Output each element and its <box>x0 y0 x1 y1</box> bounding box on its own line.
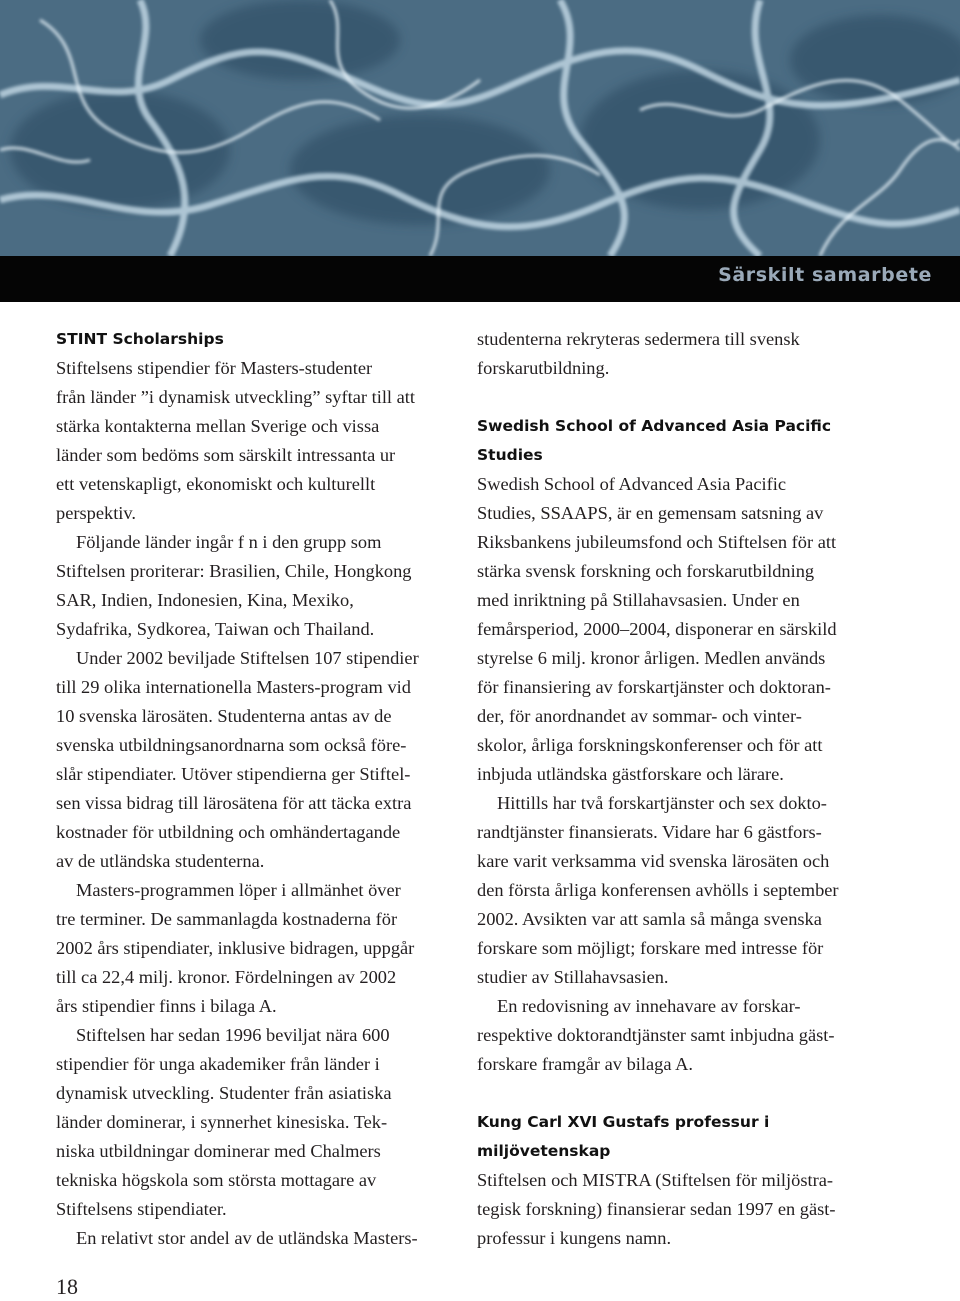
section-gap <box>477 383 887 412</box>
text-line: femårsperiod, 2000–2004, disponerar en särskild <box>477 619 837 639</box>
text-line: Hittills har två forskartjänster och sex dokto- <box>497 793 827 813</box>
text-line: Följande länder ingår f n i den grupp som <box>76 532 382 552</box>
text-line: Stiftelsens stipendier för Masters-studenter <box>56 358 373 378</box>
text-line: SAR, Indien, Indonesien, Kina, Mexiko, <box>56 590 354 610</box>
text-line: års stipendier finns i bilaga A. <box>56 996 277 1016</box>
text-line: forskare som möjligt; forskare med intresse för <box>477 938 824 958</box>
text-line: 2002 års stipendiater, inklusive bidragen, uppgår <box>56 938 415 958</box>
text-line: skolor, årliga forskningskonferenser och för att <box>477 735 823 755</box>
text-line: för finansiering av forskartjänster och doktoran- <box>477 677 831 697</box>
text-line: Sydafrika, Sydkorea, Taiwan och Thailand. <box>56 619 375 639</box>
text-line: 10 svenska lärosäten. Studenterna antas av de <box>56 706 392 726</box>
text-line: En redovisning av innehavare av forskar- <box>497 996 801 1016</box>
page-number: 18 <box>56 1274 78 1299</box>
text-line: randtjänster finansierats. Vidare har 6 gästfors- <box>477 822 822 842</box>
text-line: Stiftelsen har sedan 1996 beviljat nära 600 <box>76 1025 390 1045</box>
text-line: svenska utbildningsanordnarna som också före- <box>56 735 407 755</box>
text-line: professur i kungens namn. <box>477 1228 672 1248</box>
text-line: niska utbildningar dominerar med Chalmers <box>56 1141 381 1161</box>
text-line: sen vissa bidrag till lärosätena för att täcka extra <box>56 793 412 813</box>
text-line: till ca 22,4 milj. kronor. Fördelningen av 2002 <box>56 967 397 987</box>
text-line: dynamisk utveckling. Studenter från asiatiska <box>56 1083 392 1103</box>
kung-heading: miljövetenskap <box>477 1142 611 1160</box>
text-line: ett vetenskapligt, ekonomiskt och kulturellt <box>56 474 376 494</box>
text-line: kostnader för utbildning och omhändertagande <box>56 822 401 842</box>
text-line: med inriktning på Stillahavsasien. Under en <box>477 590 800 610</box>
text-line: stärka kontakterna mellan Sverige och vissa <box>56 416 380 436</box>
text-line: kare varit verksamma vid svenska lärosäten och <box>477 851 830 871</box>
text-line: forskare framgår av bilaga A. <box>477 1054 693 1074</box>
text-line: respektive doktorandtjänster samt inbjudna gäst- <box>477 1025 835 1045</box>
text-line: Stiftelsen och MISTRA (Stiftelsen för miljöstra- <box>477 1170 834 1190</box>
text-line: av de utländska studenterna. <box>56 851 265 871</box>
text-line: stärka svensk forskning och forskarutbildning <box>477 561 815 581</box>
text-line: tekniska högskola som största mottagare av <box>56 1170 377 1190</box>
text-line: styrelse 6 milj. kronor årligen. Medlen används <box>477 648 826 668</box>
text-line: till 29 olika internationella Masters-program vid <box>56 677 411 697</box>
stint-heading: STINT Scholarships <box>56 330 224 348</box>
ssaaps-heading: Studies <box>477 446 543 464</box>
text-line: inbjuda utländska gästforskare och lärare. <box>477 764 784 784</box>
section-banner <box>0 256 960 302</box>
text-line: 2002. Avsikten var att samla så många svenska <box>477 909 822 929</box>
hero-water-image <box>0 0 960 256</box>
text-line: länder dominerar, i synnerhet kinesiska. Tek- <box>56 1112 388 1132</box>
right-column <box>477 325 887 1253</box>
kung-heading: Kung Carl XVI Gustafs professur i <box>477 1113 770 1131</box>
text-line: Swedish School of Advanced Asia Pacific <box>477 474 787 494</box>
text-line: Under 2002 beviljade Stiftelsen 107 stipendier <box>76 648 419 668</box>
text-line: En relativt stor andel av de utländska Masters- <box>76 1228 418 1248</box>
text-line: Masters-programmen löper i allmänhet över <box>76 880 401 900</box>
text-line: perspektiv. <box>56 503 137 523</box>
text-line: länder som bedöms som särskilt intressanta ur <box>56 445 396 465</box>
text-line: tegisk forskning) finansierar sedan 1997 en gäst- <box>477 1199 836 1219</box>
section-title: Särskilt samarbete <box>718 264 932 286</box>
water-caustics-graphic <box>0 0 960 256</box>
text-line: der, för anordnandet av sommar- och vinter- <box>477 706 802 726</box>
text-line: Riksbankens jubileumsfond och Stiftelsen för att <box>477 532 837 552</box>
text-line: studier av Stillahavsasien. <box>477 967 669 987</box>
left-column <box>56 325 456 1253</box>
text-line: slår stipendiater. Utöver stipendierna ger Stiftel- <box>56 764 411 784</box>
text-line: Studies, SSAAPS, är en gemensam satsning av <box>477 503 824 523</box>
text-line: tre terminer. De sammanlagda kostnaderna för <box>56 909 398 929</box>
text-line: Stiftelsen proriterar: Brasilien, Chile, Hongkong <box>56 561 412 581</box>
text-line: den första årliga konferensen avhölls i september <box>477 880 839 900</box>
text-line: forskarutbildning. <box>477 358 610 378</box>
text-line: studenterna rekryteras sedermera till svensk <box>477 329 800 349</box>
section-gap <box>477 1079 887 1108</box>
text-line: från länder ”i dynamisk utveckling” syftar till att <box>56 387 416 407</box>
ssaaps-heading: Swedish School of Advanced Asia Pacific <box>477 417 832 435</box>
text-line: stipendier för unga akademiker från länder i <box>56 1054 380 1074</box>
text-line: Stiftelsens stipendiater. <box>56 1199 227 1219</box>
